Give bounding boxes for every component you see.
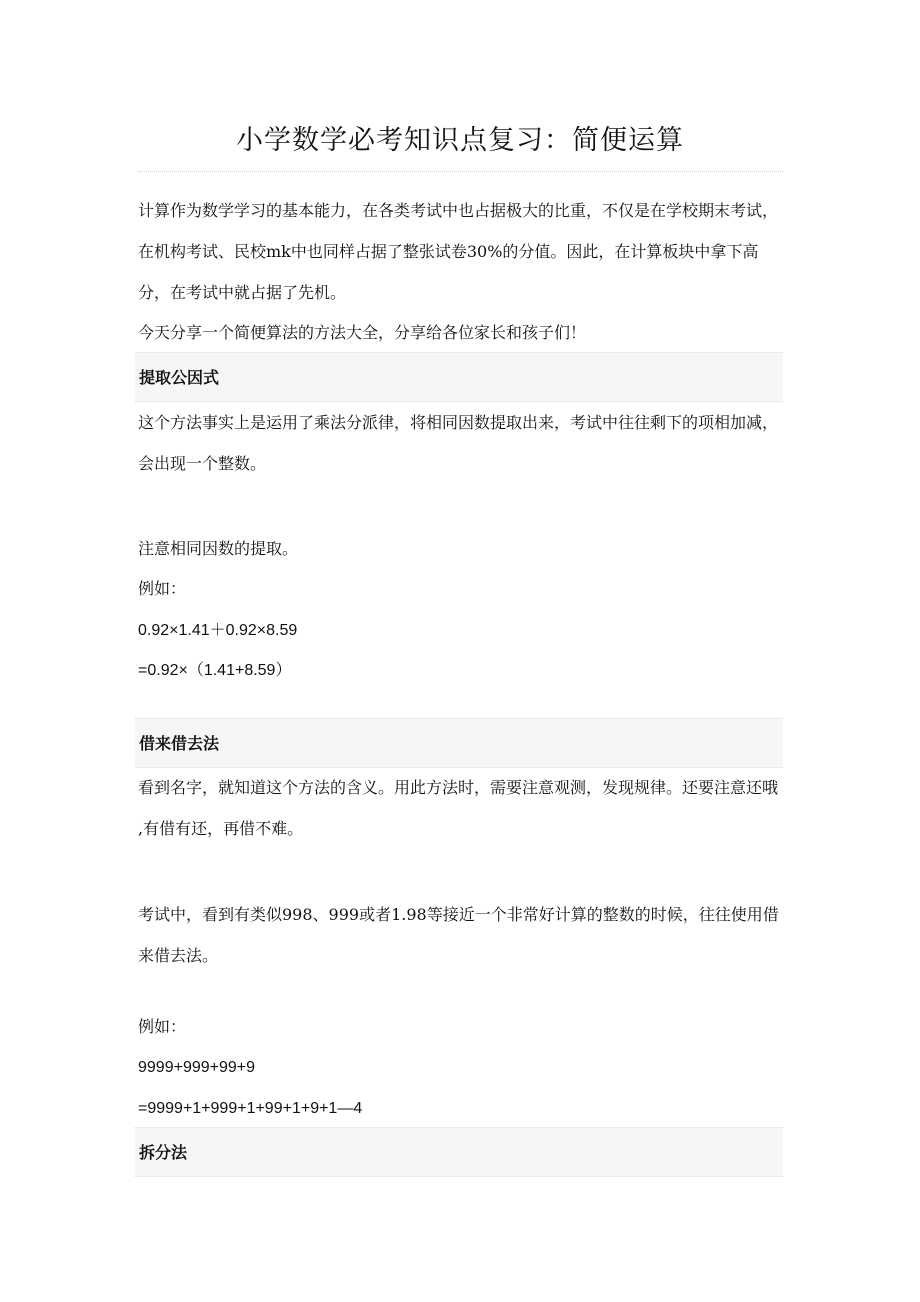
section-note: 注意相同因数的提取。	[138, 539, 299, 558]
section-paragraph: 这个方法事实上是运用了乘法分派律，将相同因数提取出来，考试中往往剩下的项相加减，会出现一个整数。	[138, 413, 779, 473]
intro-paragraph: 计算作为数学学习的基本能力，在各类考试中也占据极大的比重，不仅是在学校期末考试，在机构考试、民校mk中也同样占据了整张试卷30%的分值。因此，在计算板块中拿下高分，在考试中就占据了先机。	[138, 201, 779, 302]
section-heading: 提取公因式	[139, 368, 220, 387]
intro-share: 今天分享一个简便算法的方法大全，分享给各位家长和孩子们！	[138, 323, 587, 342]
section-heading-bar	[135, 1127, 783, 1177]
document-title: 小学数学必考知识点复习：简便运算	[236, 125, 684, 156]
formula-line: =0.92×（1.41+8.59）	[138, 662, 292, 679]
example-label: 例如：	[138, 579, 187, 598]
title-divider	[138, 171, 783, 172]
section-paragraph: 考试中，看到有类似998、999或者1.98等接近一个非常好计算的整数的时候，往往使用借来借去法。	[138, 905, 779, 965]
section-heading: 拆分法	[139, 1143, 188, 1162]
formula-line: 9999+999+99+9	[138, 1059, 256, 1076]
section-heading-bar	[135, 718, 783, 768]
section-heading: 借来借去法	[139, 734, 220, 753]
formula-line: 0.92×1.41＋0.92×8.59	[138, 622, 298, 639]
section-heading-bar	[135, 352, 783, 402]
section-paragraph: 看到名字，就知道这个方法的含义。用此方法时，需要注意观测，发现规律。还要注意还哦 ,有借有还，再借不难。	[138, 778, 779, 838]
example-label: 例如：	[138, 1017, 187, 1036]
formula-line: =9999+1+999+1+99+1+9+1—4	[138, 1100, 363, 1117]
